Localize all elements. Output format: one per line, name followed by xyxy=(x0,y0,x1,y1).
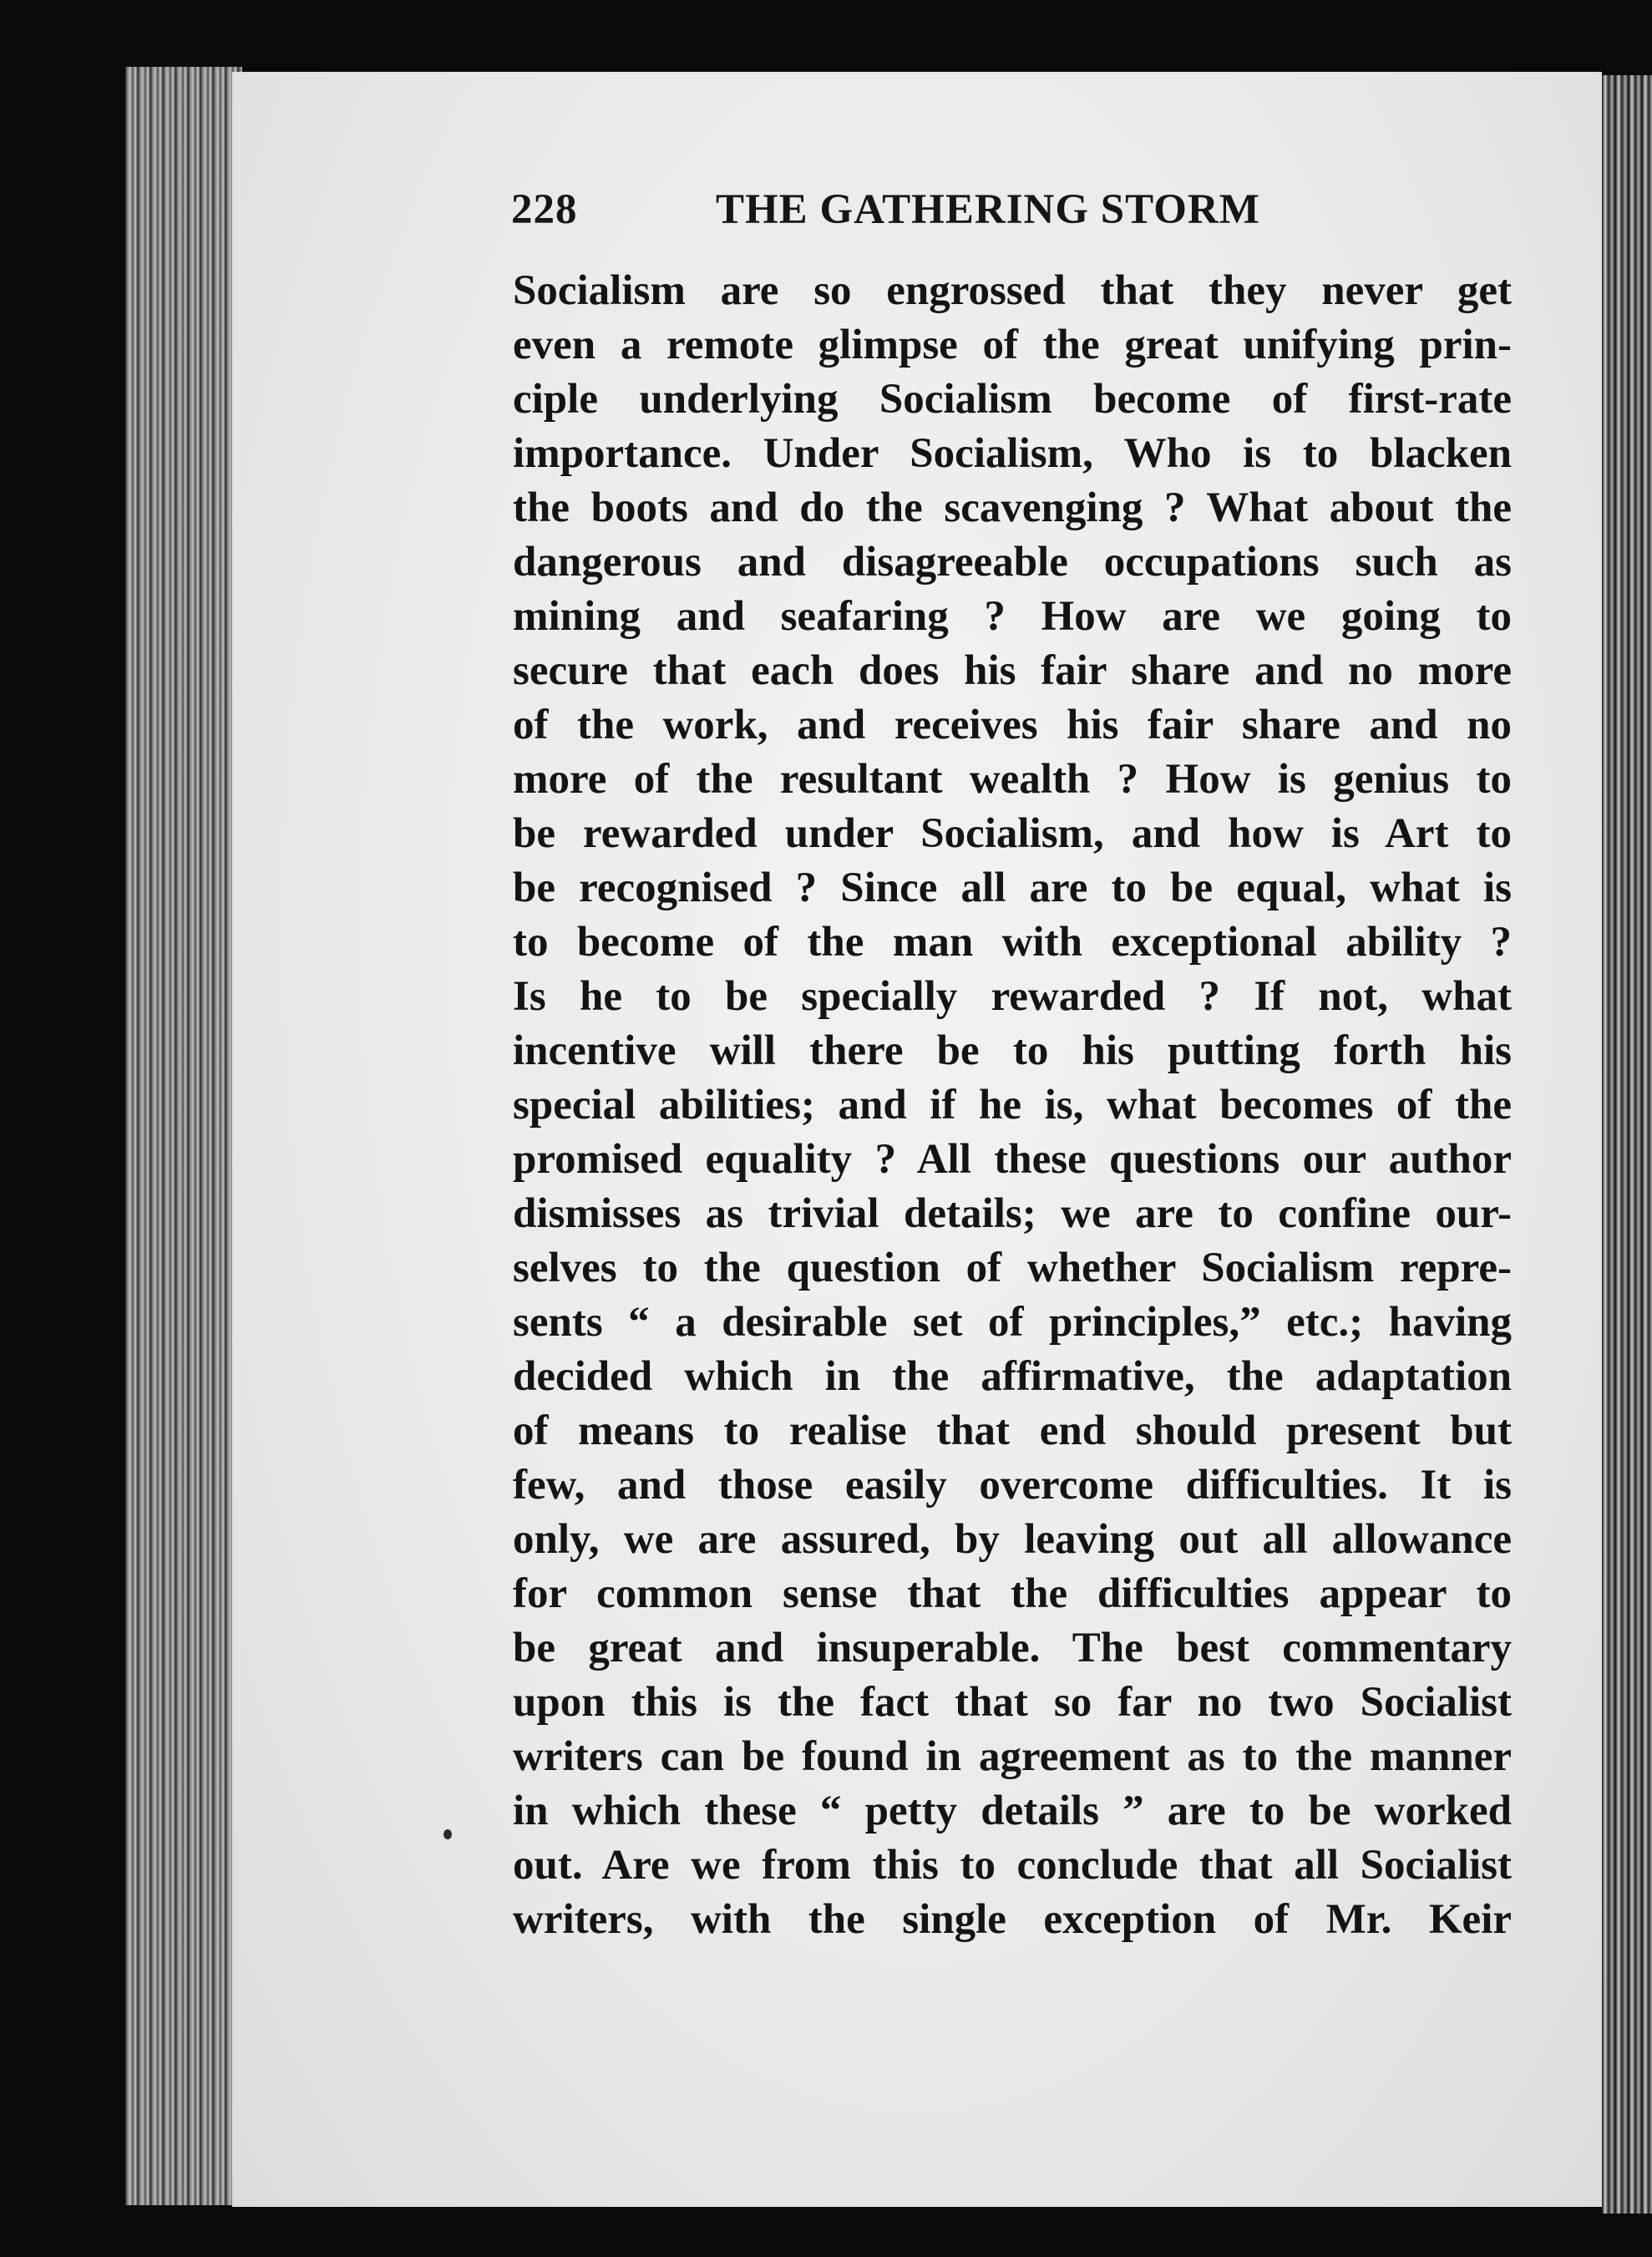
text-line: selves to the question of whether Socialism repre- xyxy=(513,1245,1512,1291)
text-line: of means to realise that end should present but xyxy=(513,1407,1512,1454)
running-title: THE GATHERING STORM xyxy=(716,186,1260,233)
text-line: the boots and do the scavenging ? What about the xyxy=(513,484,1512,531)
text-line: only, we are assured, by leaving out all allowance xyxy=(513,1516,1512,1563)
text-line: of the work, and receives his fair share and no xyxy=(513,702,1512,748)
margin-ink-dot xyxy=(443,1829,452,1839)
text-line: secure that each does his fair share and no more xyxy=(513,647,1512,694)
text-line: Socialism are so engrossed that they never get xyxy=(513,267,1512,314)
page-number: 228 xyxy=(511,186,578,233)
text-line: for common sense that the difficulties appear to xyxy=(513,1570,1512,1617)
text-line: to become of the man with exceptional ability ? xyxy=(513,919,1512,966)
text-line: sents “ a desirable set of principles,” etc.; having xyxy=(513,1299,1512,1346)
text-line: more of the resultant wealth ? How is genius to xyxy=(513,756,1512,803)
text-line: be recognised ? Since all are to be equal, what is xyxy=(513,865,1512,911)
text-line: few, and those easily overcome difficulties. It is xyxy=(513,1462,1512,1509)
book-page-edges-right xyxy=(1602,75,1652,2214)
text-line: in which these “ petty details ” are to be worked xyxy=(513,1788,1512,1834)
book-page-edges-left xyxy=(125,67,242,2205)
text-line: dangerous and disagreeable occupations such as xyxy=(513,539,1512,586)
text-line: be rewarded under Socialism, and how is Art to xyxy=(513,810,1512,857)
text-line: importance. Under Socialism, Who is to blacken xyxy=(513,430,1512,477)
text-line: incentive will there be to his putting forth his xyxy=(513,1027,1512,1074)
text-line: promised equality ? All these questions our author xyxy=(513,1136,1512,1183)
text-line: ciple underlying Socialism become of first-rate xyxy=(513,376,1512,423)
text-line: even a remote glimpse of the great unifying prin- xyxy=(513,322,1512,368)
text-line: Is he to be specially rewarded ? If not, what xyxy=(513,973,1512,1020)
text-line: decided which in the affirmative, the adaptation xyxy=(513,1353,1512,1400)
text-line: out. Are we from this to conclude that all Socialist xyxy=(513,1842,1512,1889)
running-header xyxy=(511,185,1346,244)
text-line: writers, with the single exception of Mr. Keir xyxy=(513,1896,1512,1943)
text-line: special abilities; and if he is, what becomes of the xyxy=(513,1082,1512,1128)
text-line: writers can be found in agreement as to the manner xyxy=(513,1733,1512,1780)
body-text xyxy=(513,264,1512,1947)
text-line: dismisses as trivial details; we are to confine our- xyxy=(513,1190,1512,1237)
text-line: upon this is the fact that so far no two Socialist xyxy=(513,1679,1512,1726)
text-line: mining and seafaring ? How are we going to xyxy=(513,593,1512,640)
text-line: be great and insuperable. The best commentary xyxy=(513,1625,1512,1671)
